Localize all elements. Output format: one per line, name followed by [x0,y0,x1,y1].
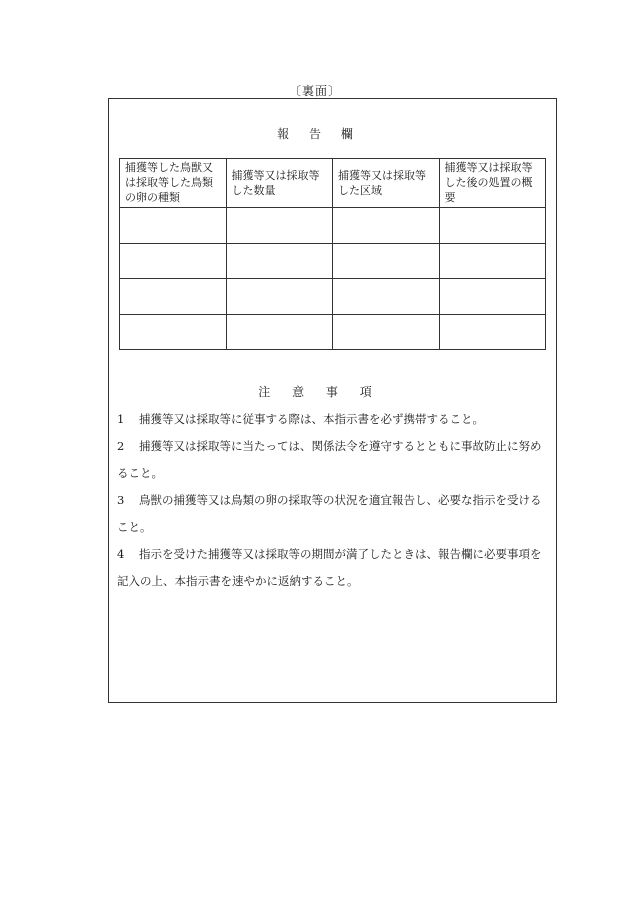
note-number: 1 [117,412,125,426]
table-cell[interactable] [226,279,333,315]
table-cell[interactable] [226,243,333,279]
note-text [117,433,553,487]
notes-list [117,406,553,595]
report-title-char: 告 [308,127,321,141]
note-line: 鳥獣の捕獲等又は鳥類の卵の採取等の状況を適宜報告し、必要な指示を受ける [139,493,542,507]
report-section-title [0,125,630,142]
note-line-continued: こと。 [117,520,152,534]
note-line-continued: ること。 [117,466,163,480]
report-title-char: 欄 [340,127,353,141]
report-table [119,158,546,350]
table-cell[interactable] [226,314,333,350]
page-side-header: 〔裏面〕 [288,84,341,98]
notes-title-char: 注 [258,385,271,399]
notes-title-char: 事 [325,385,338,399]
table-cell[interactable] [333,243,440,279]
note-number: 2 [117,439,125,453]
column-header-quantity: 捕獲等又は採取等した数量 [226,159,333,208]
notes-section-title [0,383,630,400]
column-header-species: 捕獲等した鳥獣又は採取等した鳥類の卵の種類 [120,159,227,208]
table-cell[interactable] [120,314,227,350]
report-header-row [120,159,546,208]
note-item [117,487,553,541]
table-cell[interactable] [120,243,227,279]
table-cell[interactable] [333,208,440,244]
note-item [117,433,553,487]
table-cell[interactable] [120,208,227,244]
note-line-continued: 記入の上、本指示書を速やかに返納すること。 [117,574,359,588]
note-line: 捕獲等又は採取等に従事する際は、本指示書を必ず携帯すること。 [139,412,484,426]
notes-title-char: 意 [292,385,305,399]
table-cell[interactable] [439,208,546,244]
table-row [120,208,546,244]
table-cell[interactable] [120,279,227,315]
note-text [117,541,553,595]
note-text [117,487,553,541]
table-cell[interactable] [439,243,546,279]
note-number: 3 [117,493,125,507]
note-number: 4 [117,547,125,561]
table-cell[interactable] [439,314,546,350]
column-header-disposal: 捕獲等又は採取等した後の処置の概要 [439,159,546,208]
table-row [120,314,546,350]
table-cell[interactable] [333,314,440,350]
report-title-char: 報 [277,127,290,141]
table-cell[interactable] [226,208,333,244]
note-item [117,541,553,595]
note-line: 指示を受けた捕獲等又は採取等の期間が満了したときは、報告欄に必要事項を [139,547,542,561]
notes-title-char: 項 [359,385,372,399]
note-text [139,406,553,433]
table-row [120,279,546,315]
table-cell[interactable] [439,279,546,315]
table-row [120,243,546,279]
column-header-area: 捕獲等又は採取等した区域 [333,159,440,208]
note-item [117,406,553,433]
table-cell[interactable] [333,279,440,315]
note-line: 捕獲等又は採取等に当たっては、関係法令を遵守するとともに事故防止に努め [139,439,542,453]
